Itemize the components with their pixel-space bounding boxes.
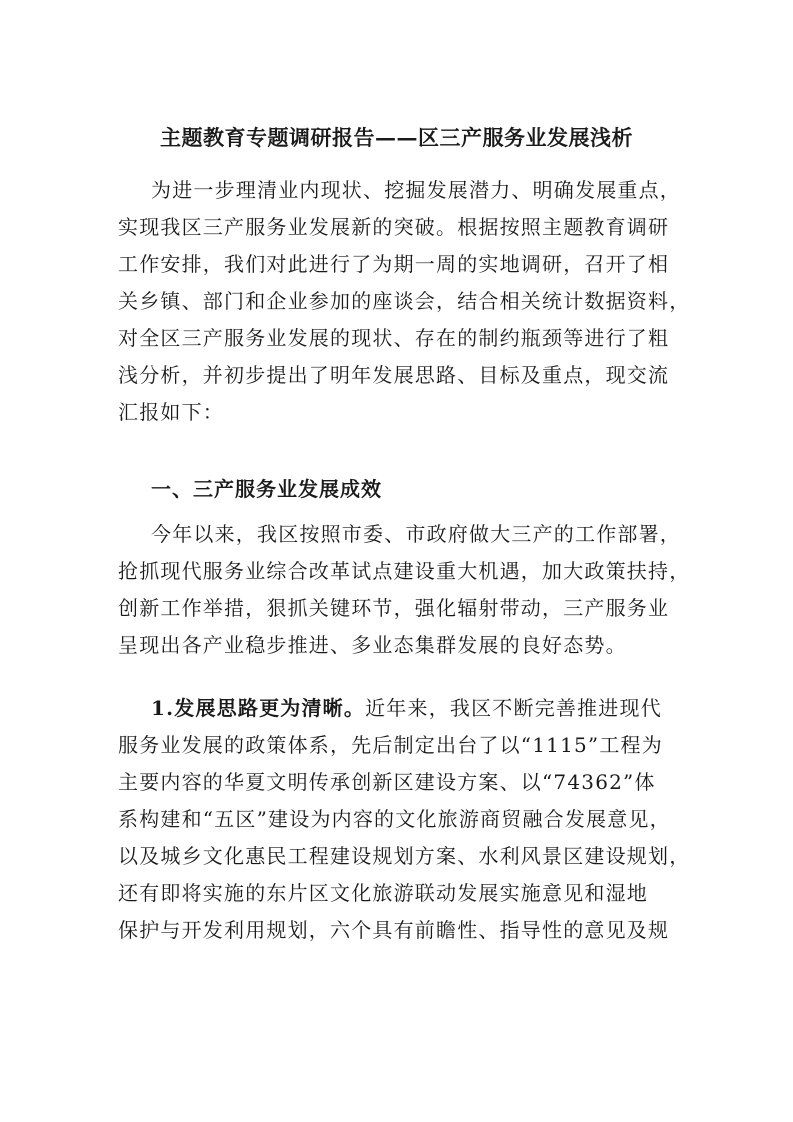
item1-line: 主要内容的华夏文明传承创新区建设方案、以“74362”体 [118,770,656,794]
section1-line: 抢抓现代服务业综合改革试点建设重大机遇，加大政策扶持， [118,559,691,583]
intro-line: 为进一步理清业内现状、挖掘发展潜力、明确发展重点， [151,178,681,202]
intro-line: 浅分析，并初步提出了明年发展思路、目标及重点，现交流 [118,363,670,387]
intro-paragraph [118,172,691,431]
section1-line: 今年以来，我区按照市委、市政府做大三产的工作部署， [151,522,681,546]
item1-first-line [118,690,678,727]
intro-line: 关乡镇、部门和企业参加的座谈会，结合相关统计数据资料， [118,289,691,313]
item1-paragraph [118,690,691,949]
item1-line: 以及城乡文化惠民工程建设规划方案、水利风景区建设规划， [118,844,691,868]
item1-lead: 1.发展思路更为清晰。 [151,696,366,720]
item1-first-rest: 近年来，我区不断完善推进现代 [365,696,662,720]
intro-line: 对全区三产服务业发展的现状、存在的制约瓶颈等进行了粗 [118,326,670,350]
section1-paragraph [118,516,691,664]
intro-line: 工作安排，我们对此进行了为期一周的实地调研，召开了相 [118,252,670,276]
section-heading: 一、三产服务业发展成效 [151,477,382,501]
intro-line: 汇报如下： [118,400,224,424]
item1-line: 服务业发展的政策体系，先后制定出台了以“1115”工程为 [118,733,663,757]
item1-line: 系构建和“五区”建设为内容的文化旅游商贸融合发展意见， [118,807,671,831]
section1-line: 创新工作举措，狠抓关键环节，强化辐射带动，三产服务业 [118,596,670,620]
intro-line: 实现我区三产服务业发展新的突破。根据按照主题教育调研 [118,215,670,239]
item1-line: 保护与开发利用规划，六个具有前瞻性、指导性的意见及规 [118,918,670,942]
section1-line: 呈现出各产业稳步推进、多业态集群发展的良好态势。 [118,633,627,657]
document-title: 主题教育专题调研报告——区三产服务业发展浅析 [160,125,633,150]
item1-line: 还有即将实施的东片区文化旅游联动发展实施意见和湿地 [118,881,648,905]
